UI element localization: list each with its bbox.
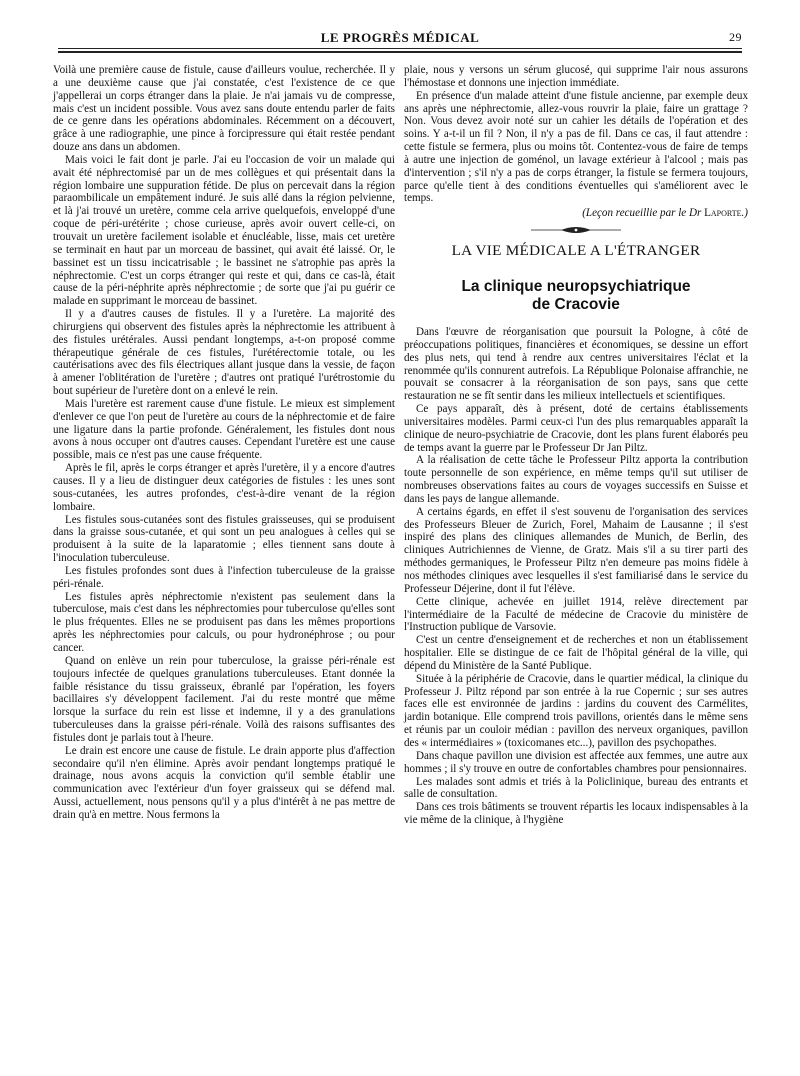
attribution-name: Laporte	[704, 207, 742, 220]
running-header	[58, 30, 742, 46]
paragraph: Ce pays apparaît, dès à présent, doté de certains établissements universitaires modèles. Parmi ceux-ci l'un des plus remarquables apparaît la clinique de neuro-psychiatrie de Cracovie, dont les plans furent élaborés peu de temps avant la guerre par le Professeur Dr Jan Piltz.	[404, 403, 748, 454]
page-number: 29	[729, 30, 742, 44]
article-title	[404, 278, 748, 314]
paragraph: Les fistules profondes sont dues à l'infection tuberculeuse de la graisse péri-rénale.	[53, 564, 395, 590]
paragraph: Il y a d'autres causes de fistules. Il y a l'uretère. La majorité des chirurgiens qui observent des fistules après la néphrectomie les attribuent à des fistules urétérales. Aussi pendant longtemps, a-t-on proposé comme thérapeutique générale de ces fistules, l'urétérectomie totale, ou les cautérisations avec des fils électriques allant jusque dans la vessie, de façon à amener l'oblitération de l'uretère ; d'autres ont pratiqué l'urétrostomie du bout supérieur de l'uretère dont on a enlevé le rein.	[53, 308, 395, 398]
header-rule-thick	[58, 51, 742, 53]
paragraph: Les fistules sous-cutanées sont des fistules graisseuses, qui se produisent dans la graisse sous-cutanée, et qui sont un peu analogues à celles qui se produisent à la suite de la laparatomie ; elles tiennent sans doute à l'inoculation tuberculeuse.	[53, 513, 395, 565]
paragraph: Dans chaque pavillon une division est affectée aux femmes, une autre aux hommes ; il s'y trouve en outre de confortables chambres pour pensionnaires.	[404, 749, 748, 775]
paragraph: Cette clinique, achevée en juillet 1914, relève directement par l'intermédiaire de la Faculté de médecine de Cracovie du ministère de l'Instruction publique de Varsovie.	[404, 595, 748, 634]
paragraph: Après le fil, après le corps étranger et après l'uretère, il y a encore d'autres causes. Il y a lieu de distinguer deux catégories de fistules : les unes sont sous-cutanées, les autres profondes, c'est-à-dire venant de la région lombaire.	[53, 462, 395, 513]
header-rule-thin	[58, 48, 742, 49]
ornamental-separator	[404, 225, 748, 235]
section-title: LA VIE MÉDICALE A L'ÉTRANGER	[451, 242, 701, 260]
paragraph: Située à la périphérie de Cracovie, dans le quartier médical, la clinique du Professeur J. Piltz répond par son entrée à la rue Copernic ; sur ses autres faces elle est environnée de jardins : jardins du couvent des Carmélites, jardin botanique. Elle comprend trois pavillons, orientés dans le même sens et réunis par un couloir médian : pavillon des nerveux organiques, pavillon des « intermédiaires » (toxicomanes etc...), pavillon des psychopathes.	[404, 672, 748, 749]
lecture-attribution	[404, 207, 748, 220]
paragraph: En présence d'un malade atteint d'une fistule ancienne, par exemple deux ans après une néphrectomie, allez-vous rouvrir la plaie, faire un grattage ? Non. Vous devez avoir noté sur un cahier les détails de l'opération et des soins. Y a-t-il un fil ? Non, il n'y a pas de fil. Dans ce cas, il faut attendre : cette fistule se fermera, plus ou moins tôt. Contentez-vous de faire de temps à autre une injection de goménol, un lavage extérieur à l'alcool ; mais pas d'intervention ; s'il n'y a pas de corps étranger, la fistule se fermera toujours, parce qu'elle tient à des conditions éventuelles qui s'améliorent avec le temps.	[404, 89, 748, 205]
paragraph: Les fistules après néphrectomie n'existent pas seulement dans la tuberculose, mais c'est dans les néphrectomies pour tuberculose qu'elles sont le plus fréquentes. Elles ne se produisent pas dans les mêmes proportions après les néphrectomies pour calculs, ou pour hydronéphrose ; ou pour cancer.	[53, 590, 395, 654]
paragraph: Voilà une première cause de fistule, cause d'ailleurs voulue, recherchée. Il y a une deuxième cause que j'ai constatée, c'est l'existence de ce que j'appellerai un corps étranger dans la plaie. Je n'ai jamais vu de compresse, mais c'est un incident possible. Vous avez sans doute entendu parler de faits de ce genre dans les opérations abdominales. Récemment on a découvert, grâce à une radiographie, une pince à forcipressure qui était restée pendant douze ans dans un abdomen.	[53, 64, 395, 154]
paragraph: Le drain est encore une cause de fistule. Le drain apporte plus d'affection secondaire qu'il n'en élimine. Après avoir pendant longtemps pratiqué le drainage, nous avons acquis la conviction qu'il semble établir une communication avec l'extérieur d'un foyer graisseux qui se défend mal. Aussi, actuellement, nous pensons qu'il y a plus d'intérêt à ne pas mettre de drain qu'à en mettre. Nous fermons la	[53, 744, 395, 821]
paragraph: Quand on enlève un rein pour tuberculose, la graisse péri-rénale est toujours infectée de quelques granulations tuberculeuses. Etant donnée la faible résistance du tissu graisseux, ébranlé par l'opération, les foyers bacillaires s'y développent facilement. J'ai du reste montré que même lorsque la surface du rein est lisse et indemne, il y a des granulations tuberculeuses dans la graisse péri-rénale. Voilà des raisons suffisantes des fistules dont je parlais tout à l'heure.	[53, 654, 395, 744]
article-title-line: La clinique neuropsychiatrique	[461, 277, 691, 295]
separator-ornament-icon	[531, 225, 621, 235]
article-title-line: de Cracovie	[532, 295, 620, 313]
attribution-suffix: .)	[741, 207, 748, 220]
left-column	[53, 64, 395, 822]
paragraph: C'est un centre d'enseignement et de recherches et non un établissement hospitalier. Elle se distingue de ce fait de l'hôpital général de la ville, qui dépend du Ministère de la Santé Publique.	[404, 634, 748, 672]
attribution-prefix: (Leçon recueillie par le Dr	[582, 207, 702, 220]
journal-title: LE PROGRÈS MÉDICAL	[320, 30, 480, 45]
paragraph: A certains égards, en effet il s'est souvenu de l'organisation des services des Professeurs Bleuer de Zurich, Forel, Mahaim de Lausanne ; il s'est inspiré des plans des cliniques allemandes de Munich, de Berlin, des cliniques Autrichiennes de Vienne, de Gratz. Mais s'il a su tirer parti des méthodes germaniques, le Professeur Piltz n'en demeure pas moins fidèle à nos méthodes cliniques avec lesquelles il s'est familiarisé dans le service du Professeur Déjerine, dont il fut l'élève.	[404, 505, 748, 595]
right-column	[404, 64, 748, 827]
paragraph: Les malades sont admis et triés à la Policlinique, bureau des entrants et salle de consultation.	[404, 775, 748, 801]
paragraph: Mais l'uretère est rarement cause d'une fistule. Le mieux est simplement d'enlever ce que l'on peut de l'uretère au cours de la néphrectomie et de faire une ligature dans la partie profonde. Généralement, les fistules dont nous avons à nous occuper ont d'autres causes. Cependant l'uretère est une cause possible, mais ce n'est pas une cause fréquente.	[53, 397, 395, 462]
paragraph: plaie, nous y versons un sérum glucosé, qui supprime l'air nous assurons l'hémostase et donnons une injection immédiate.	[404, 64, 748, 89]
paragraph: Mais voici le fait dont je parle. J'ai eu l'occasion de voir un malade qui avait été néphrectomisé par un de mes collègues et qui présentait dans la région lombaire une suppuration fétide. De plus on percevait dans la région paraombilicale un empâtement induré. Je suis allé dans la région pelvienne, et là j'ai trouvé un uretère, comme cela arrive quelquefois, enveloppé d'une coque de péri-urétérite ; chose curieuse, après avoir ouvert celle-ci, on trouvait un uretère facilement isolable et énucléable, lisse, mais cet uretère se terminait en haut par un morceau de bassinet, qui avait été laissé. Or, le bassinet est un tissu incicatrisable ; le bassinet ne s'atrophie pas après la néphrectomie. C'est un corps étranger qui reste et qui, dans ce cas-là, était cause de la péri-néphrite après néphrectomie ; de sorte que j'ai pu guérir ce malade en supprimant le morceau de bassinet.	[53, 153, 395, 308]
paragraph: Dans l'œuvre de réorganisation que poursuit la Pologne, à côté de préoccupations politiques, financières et économiques, se dessine un effort des plus nets, qui tend à rendre aux centres universitaires l'éclat et la renommée qu'ils connurent autrefois. La République Polonaise affranchie, ne pouvait se consacrer à la réorganisation de son pays, sans que cette restauration ne se fît sentir dans les milieux intellectuels et scientifiques.	[404, 325, 748, 403]
paragraph: Dans ces trois bâtiments se trouvent répartis les locaux indispensables à la vie même de la clinique, à l'hygiène	[404, 801, 748, 827]
paragraph: A la réalisation de cette tâche le Professeur Piltz apporta la contribution toute personnelle de son expérience, en même temps qu'il sut utiliser de nombreuses observations faites au cours de voyages successifs en Suisse et dans les pays de langue allemande.	[404, 454, 748, 505]
